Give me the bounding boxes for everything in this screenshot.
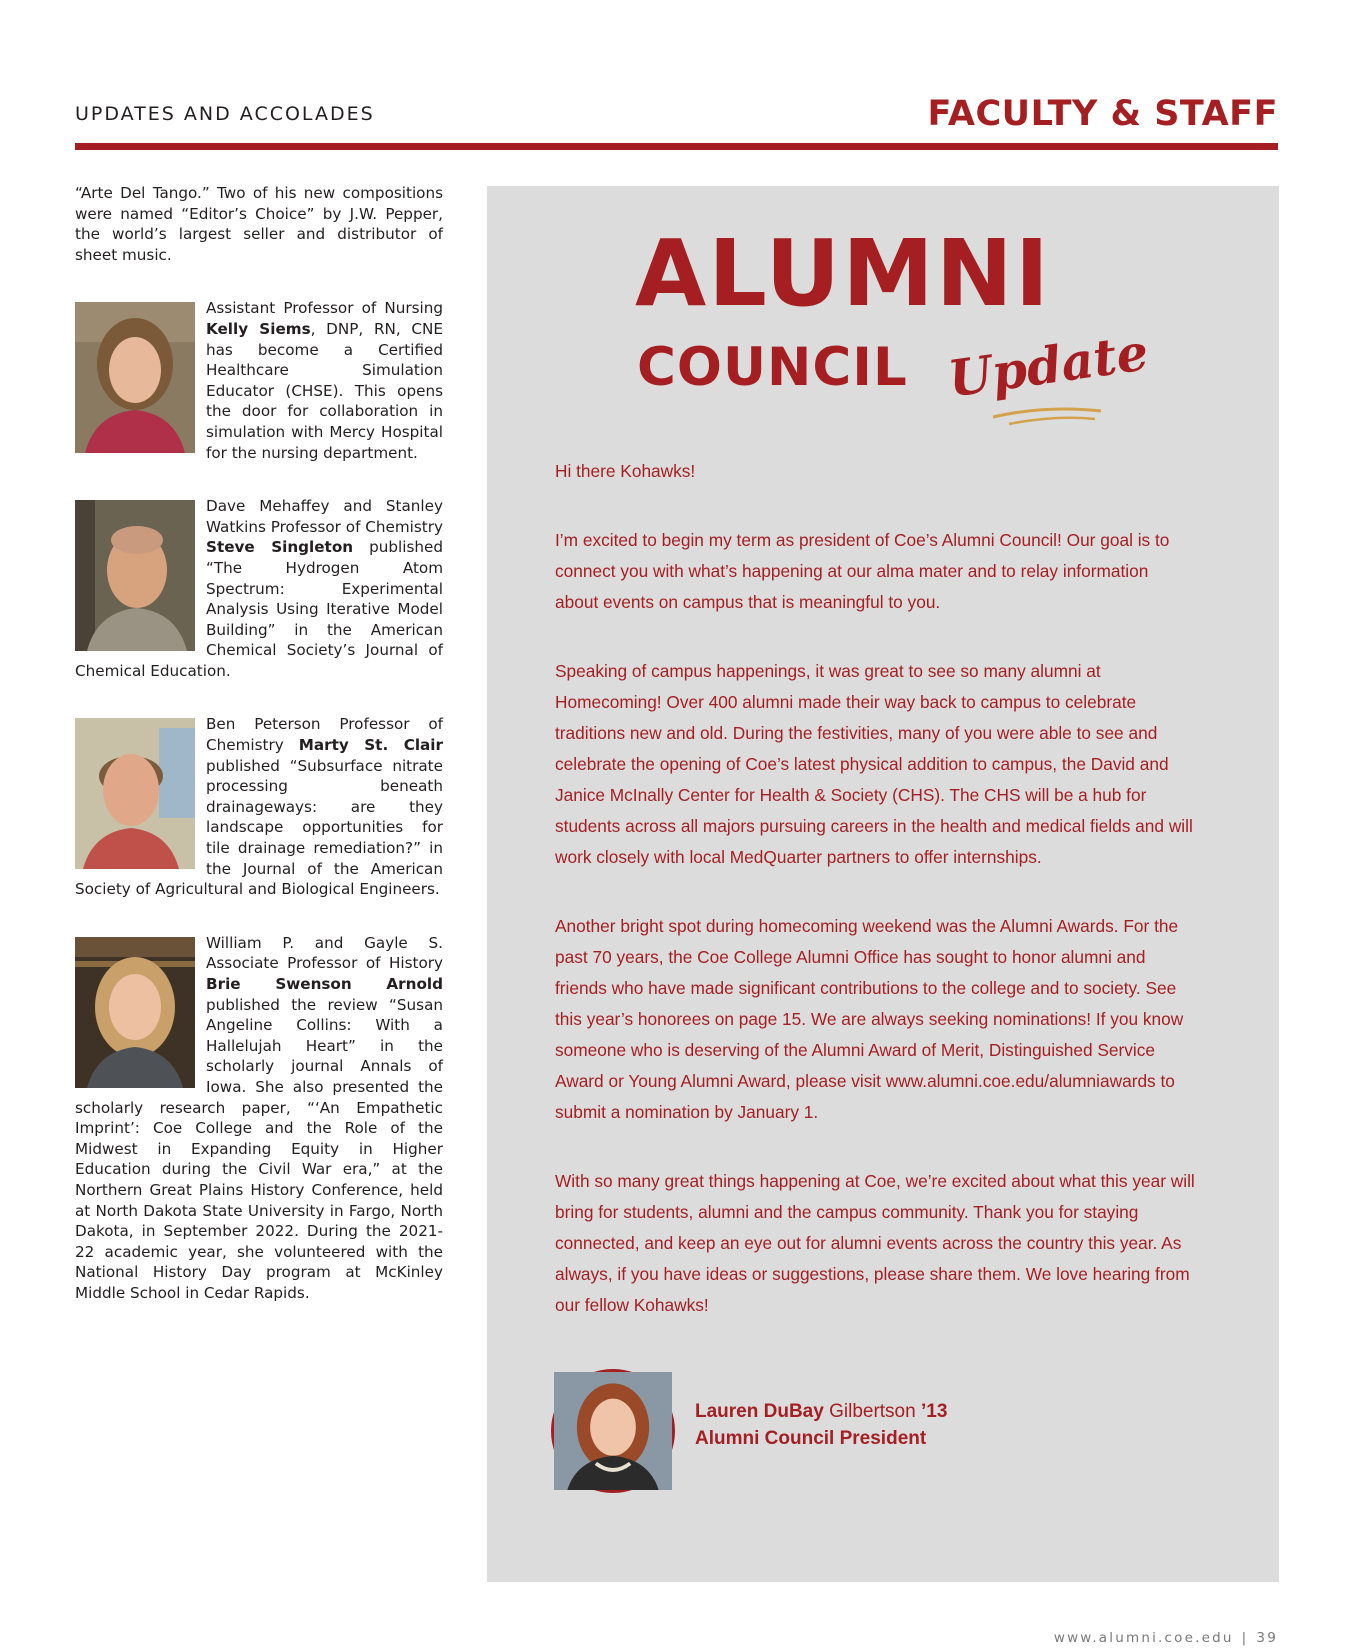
president-role: Alumni Council President — [695, 1428, 927, 1449]
accolade-text: published the review “Susan Angeline Collins: With a Hallelujah Heart” in the scholarly journal Annals of Iowa. She also presented the scholarly research paper, “‘An Empathetic Imprint’: Coe College and the Role of the Midwest in Expanding Equity in Higher Education during the Civil War era,” at the Northern Great Plains History Conference, held at North Dakota State University in Fargo, North Dakota, in September 2022. During the 2021-22 academic year, she volunteered with the National History Day program at McKinley Middle School in Cedar Rapids. — [75, 995, 443, 1302]
header-rule — [75, 143, 1278, 150]
accolades-column — [75, 183, 443, 1304]
accolade-entry-siems — [75, 298, 443, 463]
accolade-text: Dave Mehaffey and Stanley Watkins Professor of Chemistry — [206, 497, 443, 536]
footer-separator: | — [1241, 1630, 1249, 1646]
letter-paragraph: With so many great things happening at Coe, we’re excited about what this year will bring for students, alumni and the campus community. Thank you for staying connected, and keep an eye out for alumni events across the country this year. As always, if you have ideas or suggestions, please share them. We love hearing from our fellow Kohawks! — [555, 1171, 1195, 1315]
portrait-marty-st-clair — [75, 718, 195, 869]
president-name: Lauren DuBay — [695, 1401, 824, 1422]
update-script-text: Update — [944, 322, 1152, 409]
faculty-name: Steve Singleton — [206, 538, 354, 557]
portrait-brie-swenson-arnold — [75, 937, 195, 1088]
footer-url[interactable]: www.alumni.coe.edu — [1053, 1630, 1234, 1646]
faculty-name: Brie Swenson Arnold — [206, 975, 443, 993]
accolade-text: published “The Hydrogen Atom Spectrum: Experimental Analysis Using Iterative Model Building” in the American Chemical Society’s Journal of Chemical Education. — [75, 538, 443, 680]
update-script-wordmark — [944, 322, 1152, 427]
page-number: 39 — [1256, 1630, 1278, 1646]
letter-paragraph: Speaking of campus happenings, it was great to see so many alumni at Homecoming! Over 400 alumni made their way back to campus to celebrate traditions new and old. During the festivities, many of you were able to see and celebrate the opening of Coe’s latest physical addition to campus, the David and Janice McInally Center for Health & Society (CHS). The CHS will be a hub for students across all majors pursuing careers in the health and medical fields and will work closely with local MedQuarter partners to offer internships. — [555, 661, 1193, 867]
page-footer — [1054, 1630, 1278, 1646]
letter-greeting: Hi there Kohawks! — [555, 461, 696, 481]
portrait-steve-singleton — [75, 500, 195, 651]
portrait-kelly-siems — [75, 302, 195, 453]
accolade-intro-text: “Arte Del Tango.” Two of his new compositions were named “Editor’s Choice” by J.W. Pepper, the world’s largest seller and distributor of sheet music. — [75, 184, 443, 264]
accolade-entry-singleton — [75, 496, 443, 681]
president-signature — [695, 1398, 947, 1452]
president-portrait — [551, 1369, 675, 1493]
accolade-entry-arnold — [75, 933, 443, 1304]
alumni-council-panel — [487, 186, 1279, 1582]
accolade-intro — [75, 183, 443, 265]
council-heading: COUNCIL — [637, 337, 908, 398]
letter-paragraph: Another bright spot during homecoming weekend was the Alumni Awards. For the past 70 years, the Coe College Alumni Office has sought to honor alumni and friends who have made significant contributions to the college and to society. See this year’s honorees on page 15. We are always seeking nominations! If you know someone who is deserving of the Alumni Award of Merit, Distinguished Service Award or Young Alumni Award, please visit www.alumni.coe.edu/alumniawards to submit a nomination by January 1. — [555, 916, 1184, 1122]
president-surname: Gilbertson — [823, 1401, 921, 1422]
accolade-entry-st-clair — [75, 714, 443, 899]
accolade-text: William P. and Gayle S. Associate Professor of History — [206, 933, 443, 973]
section-label: UPDATES AND ACCOLADES — [75, 103, 375, 125]
faculty-name: Kelly Siems — [206, 319, 311, 338]
president-class-year: ’13 — [920, 1401, 948, 1422]
accolade-text: , DNP, RN, CNE has become a Certified Healthcare Simulation Educator (CHSE). This opens the door for collaboration in simulation with Mercy Hospital for the nursing department. — [206, 319, 443, 462]
accolade-text: Assistant Professor of Nursing — [206, 299, 443, 318]
council-letter — [555, 456, 1195, 1359]
accolade-text: Ben Peterson Professor of Chemistry — [206, 715, 443, 755]
faculty-name: Marty St. Clair — [298, 736, 444, 755]
accolade-text: published “Subsurface nitrate processing beneath drainageways: are they landscape opportunities for tile drainage remediation?” in the Journal of the American Society of Agricultural and Biological Engineers. — [75, 756, 443, 899]
page-title: FACULTY & STAFF — [927, 94, 1278, 134]
letter-paragraph: I’m excited to begin my term as president of Coe’s Alumni Council! Our goal is to connect you with what’s happening at our alma mater and to relay information about events on campus that is meaningful to you. — [555, 530, 1170, 612]
alumni-heading: ALUMNI — [635, 220, 1052, 327]
